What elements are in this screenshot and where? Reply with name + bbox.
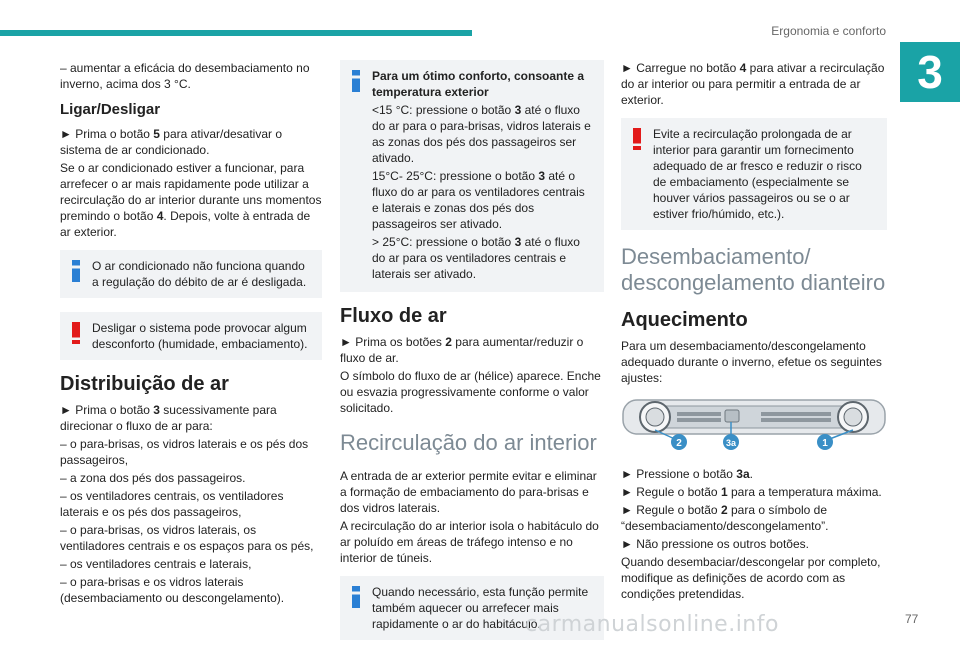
heading-airflow: Fluxo de ar [340,305,447,327]
list-item: – os ventiladores centrais, os ventiladores laterais e os pés dos passageiros, [60,489,284,519]
callout-label: 3a [725,438,737,448]
heading-heating: Aquecimento [621,309,748,331]
control-panel-illustration [621,396,887,452]
warning-icon [633,128,641,150]
info-box: O ar condicionado não funciona quando a regulação do débito de ar é desligada. [60,250,322,298]
section-title: Ergonomia e conforto [771,24,886,38]
paragraph: Para um desembaciamento/descongelamento adequado durante o inverno, efetue os seguintes ajustes: [621,339,882,385]
list-item: – o para-brisas e os vidros laterais (desembaciamento ou descongelamento). [60,575,285,605]
header-bar [0,30,472,36]
warning-box: Desligar o sistema pode provocar algum desconforto (humidade, embaciamento). [60,312,322,360]
list-item: – os ventiladores centrais e laterais, [60,557,252,571]
heading-defrost: Desembaciamento/ descongelamento dianteiro [621,244,886,295]
warning-box: Evite a recirculação prolongada de ar interior para garantir um fornecimento adequado de ar fresco e reduzir o risco de embaciamento (especialmente se houver vários passageiros ou se o ar estiver frio/húmido, etc.). [621,118,887,230]
column-3 [621,60,887,604]
warning-icon [72,322,80,344]
heading-recirculation: Recirculação do ar interior [340,430,597,455]
list-item: – o para-brisas, os vidros laterais e os pés dos passageiros, [60,437,309,467]
column-1 [60,60,322,608]
watermark: carmanualsonline.info [525,612,779,637]
paragraph: Se o ar condicionado estiver a funcionar, para arrefecer o ar mais rapidamente pode utilizar a recirculação do ar interior durante uns momentos premindo o botão 4. Depois, volte à entrada de ar exterior. [60,161,322,239]
info-icon [352,586,360,608]
paragraph: ► Prima o botão 3 sucessivamente para direcionar o fluxo de ar para: [60,403,277,433]
paragraph: A recirculação do ar interior isola o habitáculo do ar poluído em áreas de tráfego intenso e no interior de túneis. [340,519,599,565]
chapter-badge: 3 [900,42,960,102]
info-box: Para um ótimo conforto, consoante a temperatura exterior <15 °C: pressione o botão 3 até o fluxo do ar para o para-brisas, vidros laterais e as zonas dos pés dos passageiros ser ativado. 15°C- 25°C: pressione o botão 3 até o fluxo do ar para os ventiladores centrais e laterais e zonas dos pés dos passageiros ser ativado. > 25°C: pressione o botão 3 até o fluxo do ar para os ventiladores centrais e laterais ser ativado. [340,60,604,292]
step: ► Não pressione os outros botões. [621,537,809,551]
step: ► Regule o botão 2 para o símbolo de “desembaciamento/descongelamento”. [621,503,829,533]
paragraph: – aumentar a eficácia do desembaciamento no inverno, acima dos 3 °C. [60,61,310,91]
paragraph: ► Prima o botão 5 para ativar/desativar o sistema de ar condicionado. [60,127,283,157]
heading-onoff: Ligar/Desligar [60,101,161,118]
paragraph: Quando desembaciar/descongelar por completo, modifique as definições de acordo com as condições pretendidas. [621,555,881,601]
paragraph: A entrada de ar exterior permite evitar e eliminar a formação de embaciamento do para-brisas e dos vidros laterais. [340,469,597,515]
column-2 [340,60,604,654]
step: ► Regule o botão 1 para a temperatura máxima. [621,485,882,499]
info-icon [352,70,360,92]
paragraph: ► Prima os botões 2 para aumentar/reduzir o fluxo de ar. [340,335,584,365]
list-item: – a zona dos pés dos passageiros. [60,471,246,485]
paragraph: O símbolo do fluxo de ar (hélice) aparece. Enche ou esvazia progressivamente conforme o valor solicitado. [340,369,601,415]
callout-label: 1 [822,438,828,449]
info-box: Quando necessário, esta função permite também aquecer ou arrefecer mais rapidamente o ar do habitáculo. [340,576,604,640]
step: ► Pressione o botão 3a. [621,467,753,481]
heading-distribution: Distribuição de ar [60,373,229,395]
callout-label: 2 [676,438,682,449]
paragraph: ► Carregue no botão 4 para ativar a recirculação do ar interior ou para permitir a entrada de ar exterior. [621,61,885,107]
info-icon [72,260,80,282]
list-item: – o para-brisas, os vidros laterais, os ventiladores centrais e os espaços para os pés, [60,523,314,553]
page-number: 77 [905,612,919,626]
